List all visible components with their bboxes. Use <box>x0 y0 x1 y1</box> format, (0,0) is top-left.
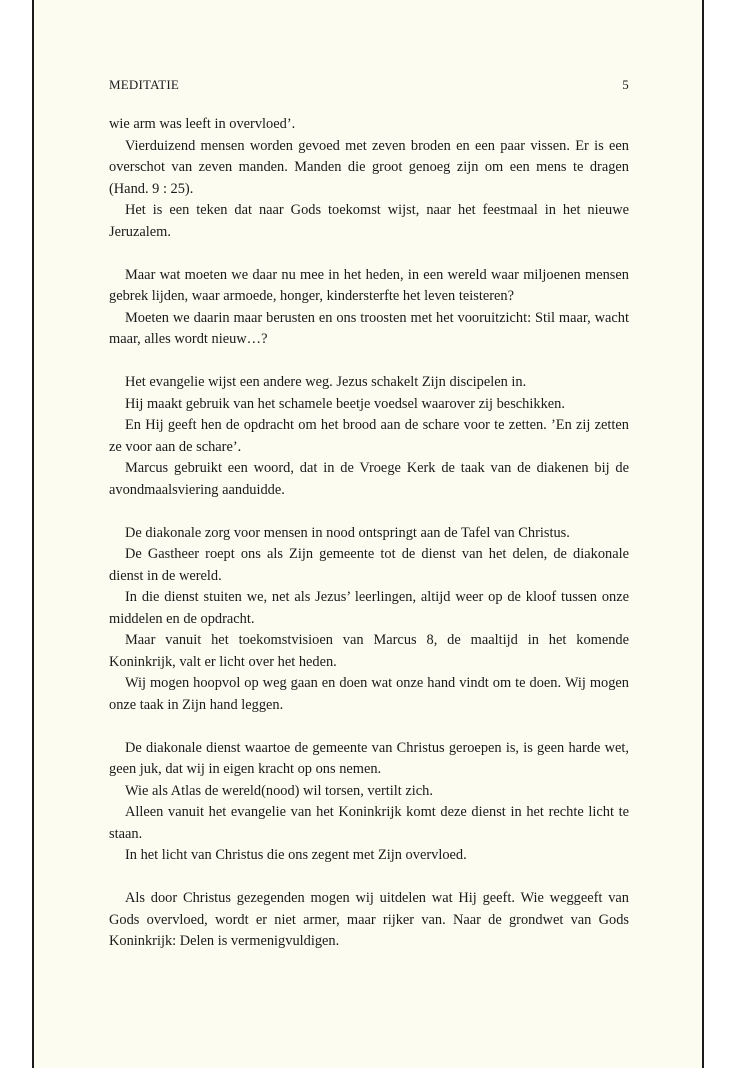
paragraph: Als door Christus gezegenden mogen wij uitdelen wat Hij geeft. Wie weggeeft van Gods overvloed, wordt er niet armer, maar rijker van. Naar de grondwet van Gods Koninkrijk: Delen is vermenigvuldigen. <box>109 890 629 949</box>
paragraph: Het is een teken dat naar Gods toekomst wijst, naar het feestmaal in het nieuwe Jeruzalem. <box>109 202 629 240</box>
paragraph: En Hij geeft hen de opdracht om het brood aan de schare voor te zetten. ’En zij zetten ze voor aan de schare’. <box>109 417 629 455</box>
paragraph: Alleen vanuit het evangelie van het Koninkrijk komt deze dienst in het rechte licht te staan. <box>109 804 629 842</box>
paragraph: In het licht van Christus die ons zegent met Zijn overvloed. <box>125 847 467 863</box>
paragraph: Wie als Atlas de wereld(nood) wil torsen, vertilt zich. <box>125 782 433 799</box>
running-title: MEDITATIE <box>109 77 180 92</box>
paragraph: De Gastheer roept ons als Zijn gemeente tot de dienst van het delen, de diakonale dienst in de wereld. <box>109 546 629 584</box>
paragraph: Wij mogen hoopvol op weg gaan en doen wat onze hand vindt om te doen. Wij mogen onze taak in Zijn hand leggen. <box>109 675 629 713</box>
page-body <box>109 114 629 953</box>
paragraph: Het evangelie wijst een andere weg. Jezus schakelt Zijn discipelen in. <box>125 374 527 390</box>
paragraph: Hij maakt gebruik van het schamele beetje voedsel waarover zij beschikken. <box>125 395 565 412</box>
paragraph: wie arm was leeft in overvloed’. <box>109 116 296 132</box>
paragraph: In die dienst stuiten we, net als Jezus’ leerlingen, altijd weer op de kloof tussen onze middelen en de opdracht. <box>109 589 629 627</box>
paragraph: De diakonale zorg voor mensen in nood ontspringt aan de Tafel van Christus. <box>125 524 570 541</box>
paragraph: Moeten we daarin maar berusten en ons troosten met het vooruitzicht: Stil maar, wacht maar, alles wordt nieuw…? <box>109 309 629 347</box>
paragraph: Marcus gebruikt een woord, dat in de Vroege Kerk de taak van de diakenen bij de avondmaalsviering aanduidde. <box>109 460 629 498</box>
paragraph: Maar vanuit het toekomstvisioen van Marcus 8, de maaltijd in het komende Koninkrijk, valt er licht over het heden. <box>109 632 629 670</box>
paragraph: De diakonale dienst waartoe de gemeente van Christus geroepen is, is geen harde wet, geen juk, dat wij in eigen kracht op ons nemen. <box>109 739 629 777</box>
paragraph: Vierduizend mensen worden gevoed met zeven broden en een paar vissen. Er is een overschot van zeven manden. Manden die groot genoeg zijn om een mens te dragen (Hand. 9 : 25). <box>109 137 629 197</box>
book-page <box>32 0 704 1068</box>
page-number: 5 <box>622 77 629 92</box>
paragraph: Maar wat moeten we daar nu mee in het heden, in een wereld waar miljoenen mensen gebrek lijden, waar armoede, honger, kindersterfte het leven teisteren? <box>109 266 629 304</box>
